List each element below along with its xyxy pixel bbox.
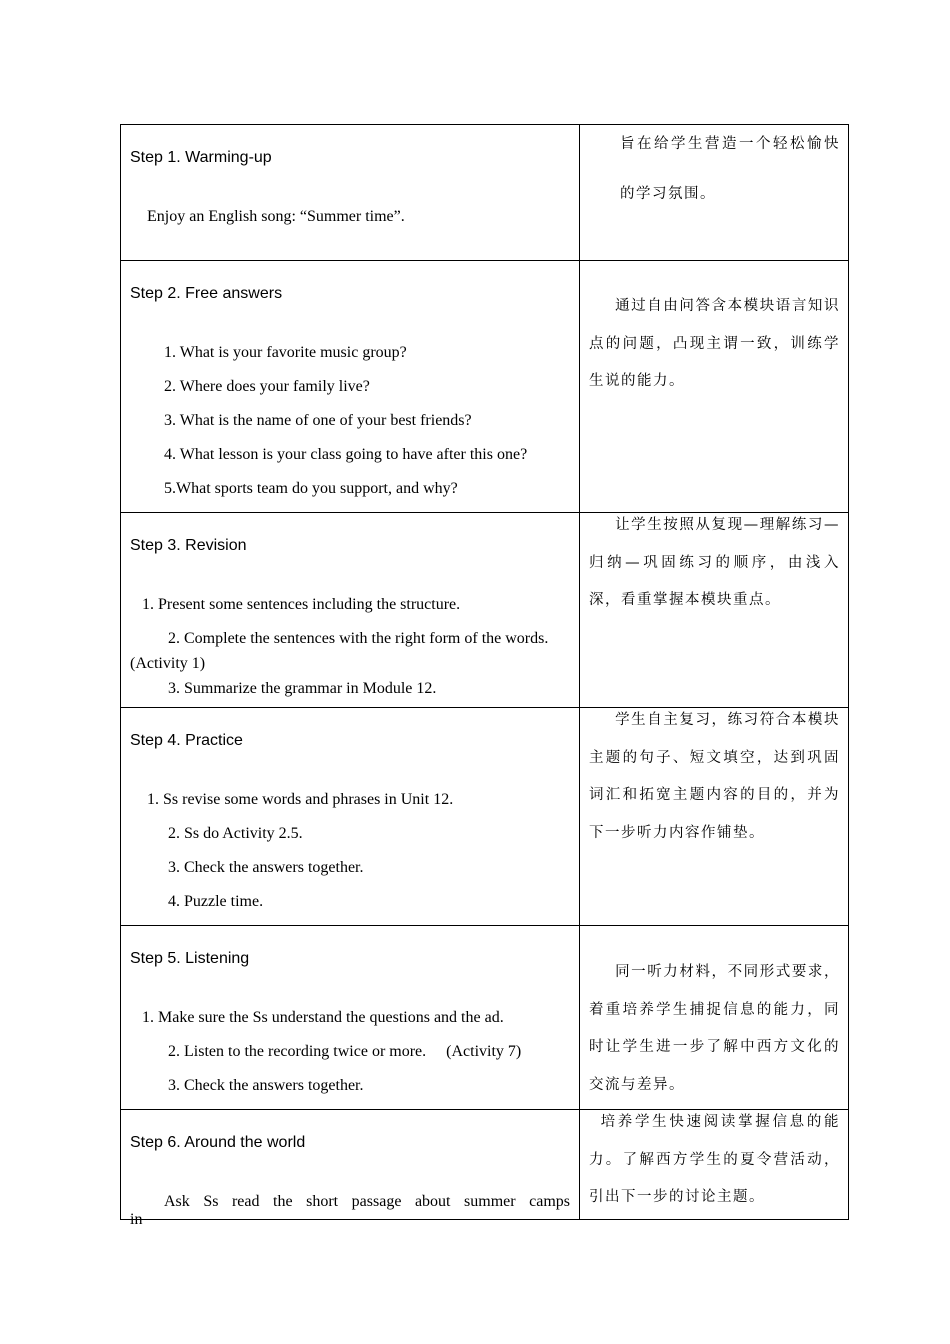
step-row — [121, 1110, 849, 1220]
step-note: 让学生按照从复现—理解练习—归纳—巩固练习的顺序，由浅入深，看重掌握本模块重点。 — [589, 517, 840, 608]
step-line: Enjoy an English song: “Summer time”. — [147, 208, 405, 225]
step-line: 3. Check the answers together. — [168, 1077, 364, 1094]
step-content-cell — [121, 1110, 580, 1228]
step-title: Step 3. Revision — [130, 537, 247, 554]
step-content-cell — [121, 926, 580, 1110]
step-note-cell — [580, 1110, 849, 1220]
step-note: 通过自由问答含本模块语言知识点的问题，凸现主谓一致，训练学生说的能力。 — [589, 298, 840, 389]
step-line: 2. Listen to the recording twice or more. (Activity 7) — [168, 1043, 522, 1060]
step-note: 同一听力材料，不同形式要求，着重培养学生捕捉信息的能力，同时让学生进一步了解中西方文化的交流与差异。 — [589, 964, 840, 1093]
step-line: 2. Ss do Activity 2.5. — [168, 825, 303, 842]
step-line: 4. What lesson is your class going to have after this one? — [164, 446, 528, 463]
step-content-cell — [121, 261, 580, 513]
step-note-cell — [580, 261, 849, 513]
step-content-cell — [121, 513, 580, 708]
step-note: 旨在给学生营造一个轻松愉快的学习氛围。 — [620, 136, 840, 202]
step-line: Ask Ss read the short passage about summer camps in — [130, 1193, 570, 1228]
lesson-plan-table — [120, 124, 849, 1228]
step-title: Step 1. Warming-up — [130, 149, 272, 166]
step-line: 3. What is the name of one of your best friends? — [164, 412, 472, 429]
step-title: Step 5. Listening — [130, 950, 250, 967]
step-line: 2. Where does your family live? — [164, 378, 370, 395]
step-line: 1. Present some sentences including the structure. — [142, 596, 461, 613]
step-title: Step 4. Practice — [130, 732, 243, 749]
step-line: 1. Make sure the Ss understand the questions and the ad. — [142, 1009, 504, 1026]
step-note-cell — [580, 125, 849, 261]
step-line: 3. Check the answers together. — [168, 859, 364, 876]
step-line: 1. What is your favorite music group? — [164, 344, 407, 361]
step-note-cell — [580, 926, 849, 1110]
step-line: 5.What sports team do you support, and why? — [164, 480, 458, 497]
step-line: 3. Summarize the grammar in Module 12. — [168, 680, 437, 697]
step-content-cell — [121, 708, 580, 926]
step-row — [121, 708, 849, 926]
step-line: (Activity 1) — [130, 655, 206, 672]
step-note-cell — [580, 708, 849, 926]
step-line: 2. Complete the sentences with the right form of the words. — [168, 630, 549, 647]
step-title: Step 2. Free answers — [130, 285, 283, 302]
step-title: Step 6. Around the world — [130, 1134, 306, 1151]
step-row — [121, 926, 849, 1110]
step-content-cell — [121, 125, 580, 261]
step-line: 1. Ss revise some words and phrases in Unit 12. — [147, 791, 454, 808]
step-note: 学生自主复习，练习符合本模块主题的句子、短文填空，达到巩固词汇和拓宽主题内容的目的，并为下一步听力内容作铺垫。 — [589, 712, 840, 841]
step-row — [121, 261, 849, 513]
step-line: 4. Puzzle time. — [168, 893, 264, 910]
step-row — [121, 513, 849, 708]
step-row — [121, 125, 849, 261]
step-note-cell — [580, 513, 849, 708]
step-note: 培养学生快速阅读掌握信息的能力。了解西方学生的夏令营活动，引出下一步的讨论主题。 — [589, 1114, 840, 1205]
